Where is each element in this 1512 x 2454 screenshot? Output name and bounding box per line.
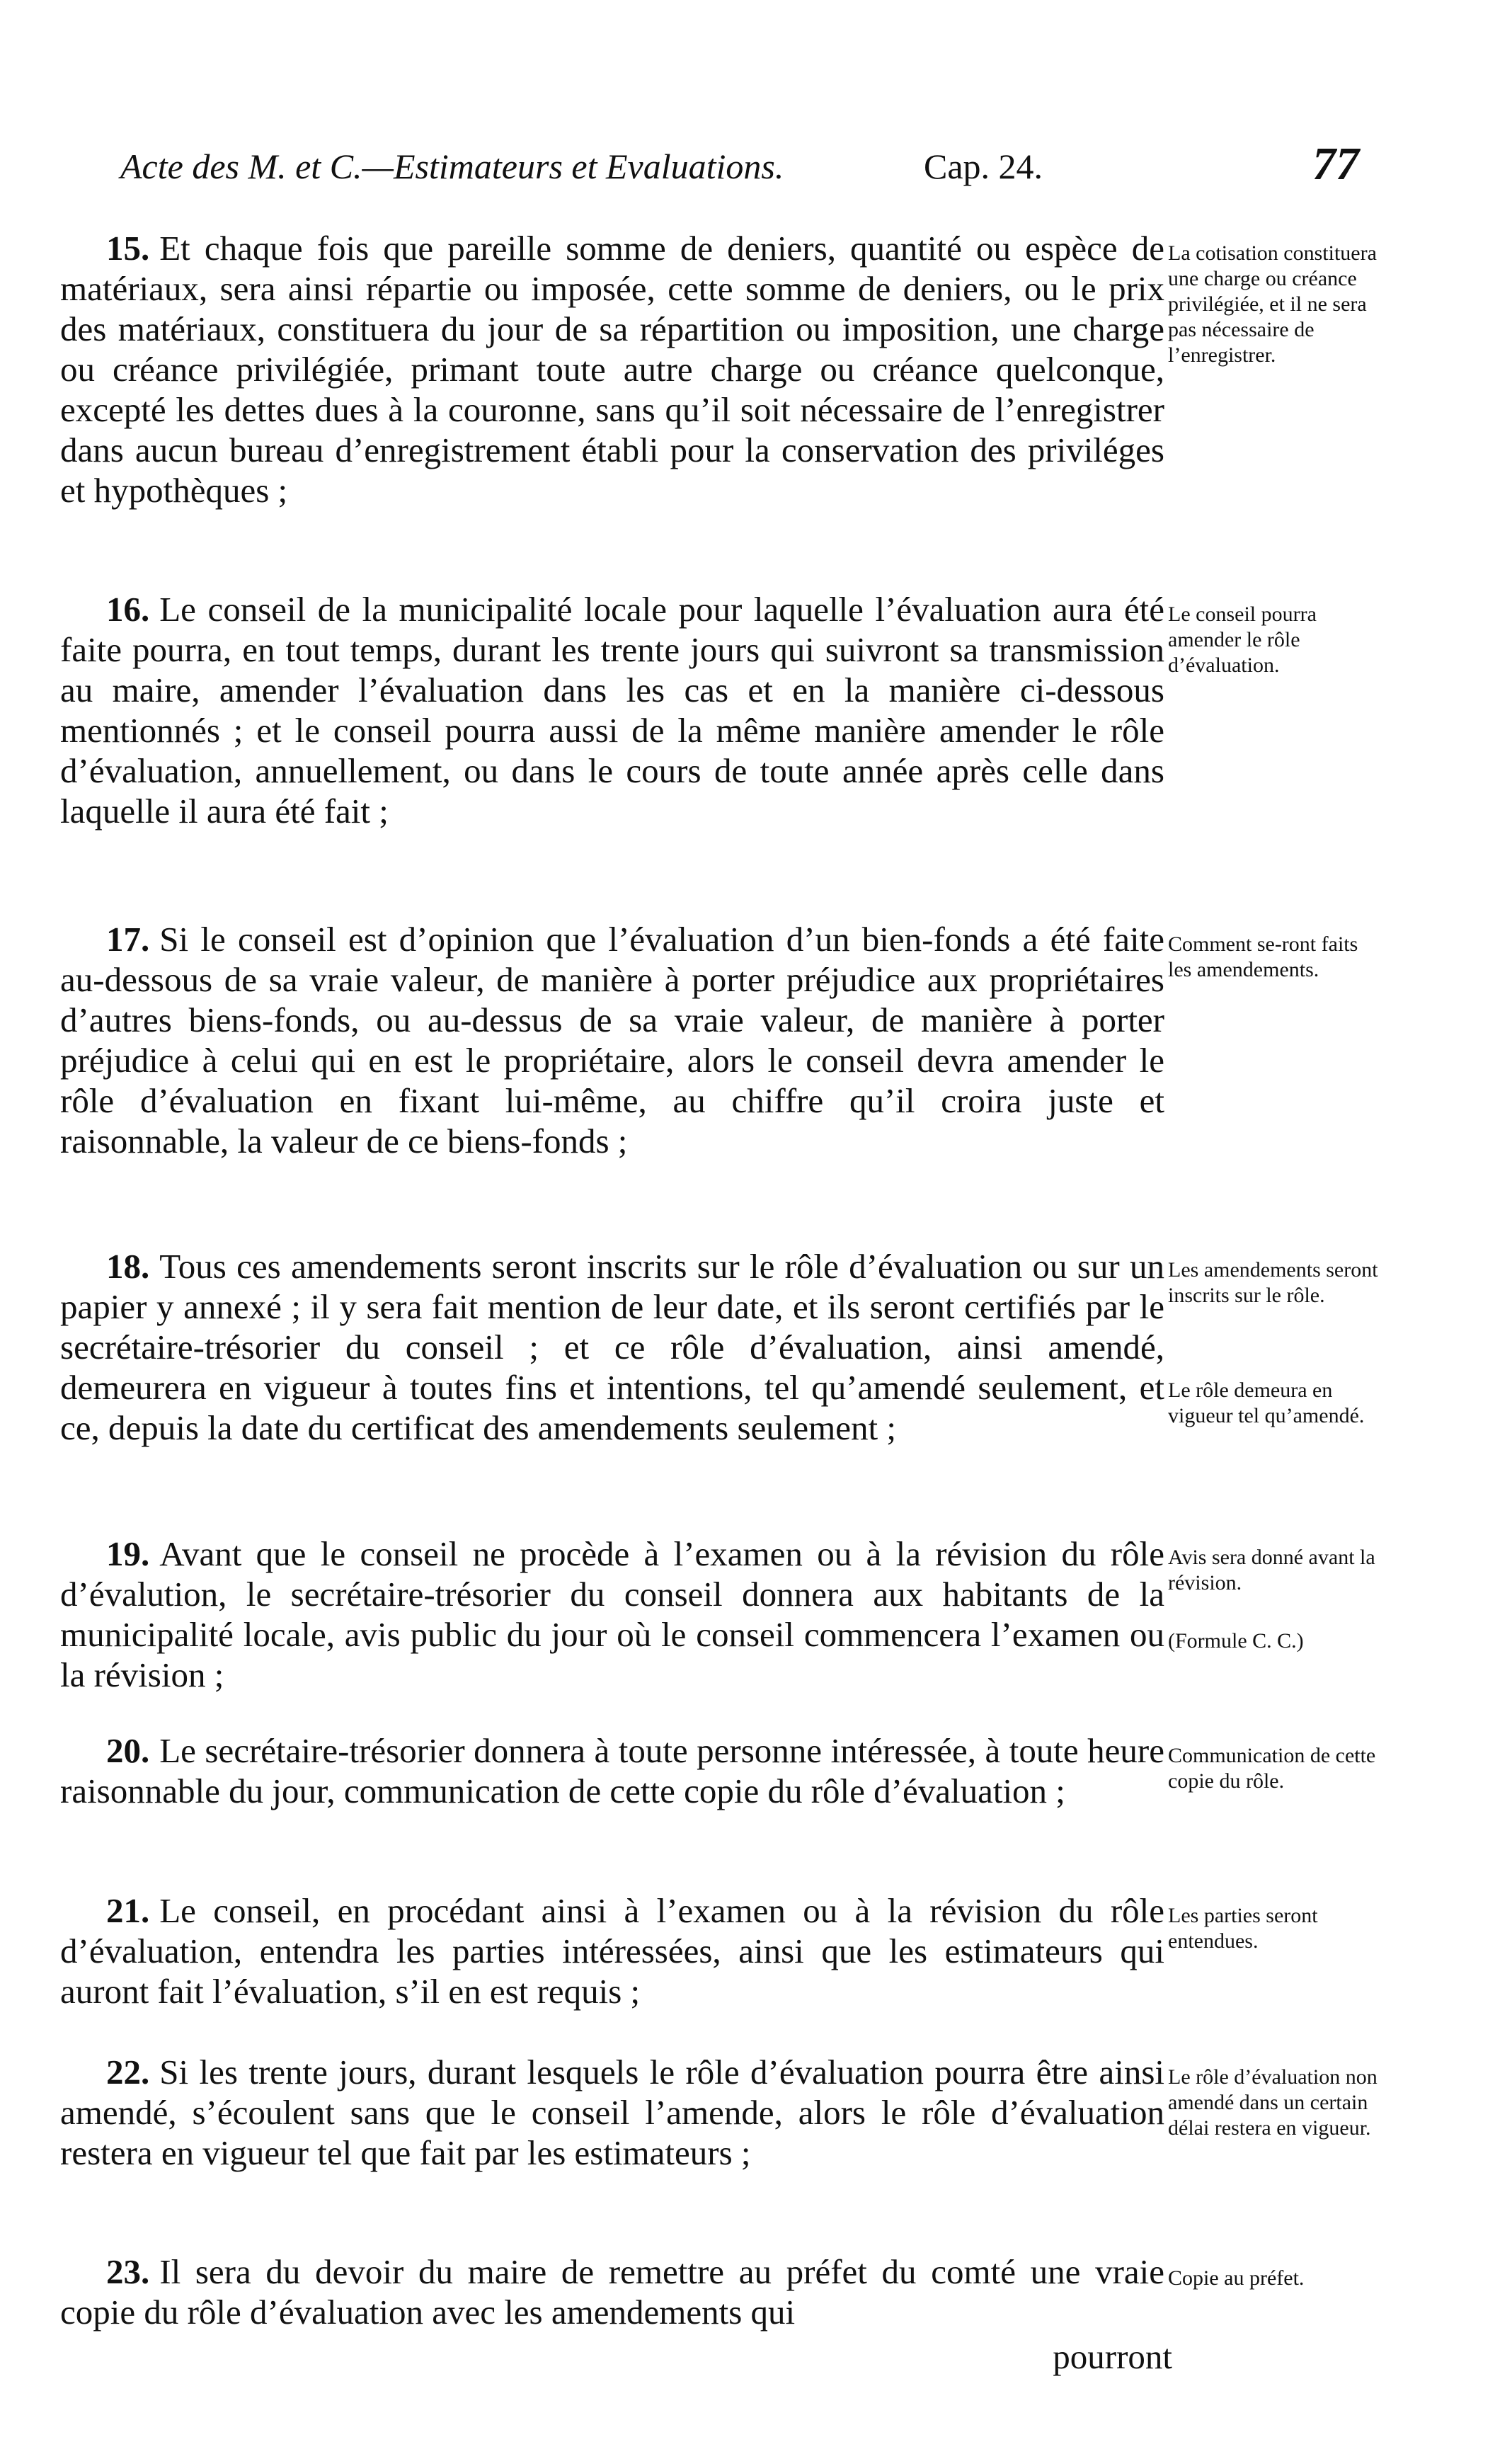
margin-note-19: Avis sera donné avant la révision.: [1168, 1546, 1375, 1594]
margin-note-21: Les parties seront entendues.: [1168, 1904, 1318, 1953]
page-number: 77: [1312, 138, 1359, 190]
margin-note-18: Les amendements seront inscrits sur le rôle.: [1168, 1258, 1378, 1307]
section-number: 19.: [106, 1534, 150, 1573]
section-number: 16.: [106, 590, 150, 629]
section-text: Tous ces amendements seront inscrits sur le rôle d’évaluation ou sur un papier y annexé ; il y sera fait mention de leur date, et ils seront certifiés par le secrétaire-trésorier du conseil ; et ce rôle d’évaluation, ainsi amendé, demeurera en vigueur à toutes fins et intentions, tel qu’amendé seulement, et ce, depuis la date du certificat des amendements seulement ;: [60, 1247, 1164, 1447]
margin-note-19b: (Formule C. C.): [1168, 1629, 1304, 1653]
section-number: 18.: [106, 1247, 150, 1286]
section-text: Le conseil de la municipalité locale pour laquelle l’évaluation aura été faite pourra, en tout temps, durant les trente jours qui suivront sa transmission au maire, amender l’évaluation dans les cas et en la manière ci-dessous mentionnés ; et le conseil pourra aussi de la même manière amender le rôle d’évaluation, annuellement, ou dans le cours de toute année après celle dans laquelle il aura été fait ;: [60, 590, 1164, 831]
section-21: [60, 1890, 1164, 2011]
section-text: Le secrétaire-trésorier donnera à toute personne intéressée, à toute heure raisonnable du jour, communication de cette copie du rôle d’évaluation ;: [60, 1731, 1164, 1810]
margin-note-16: Le conseil pourra amender le rôle d’évaluation.: [1168, 603, 1317, 677]
margin-note-20: Communication de cette copie du rôle.: [1168, 1744, 1376, 1793]
catchword: pourront: [1053, 2337, 1172, 2376]
running-header: [120, 138, 1359, 198]
margin-note-22: Le rôle d’évaluation non amendé dans un certain délai restera en vigueur.: [1168, 2065, 1378, 2140]
margin-note-18b: Le rôle demeura en vigueur tel qu’amendé.: [1168, 1379, 1365, 1427]
section-number: 21.: [106, 1891, 150, 1930]
section-17: [60, 919, 1164, 1161]
header-chapter: Cap. 24.: [924, 147, 1043, 186]
section-15: [60, 228, 1164, 510]
section-number: 23.: [106, 2252, 150, 2291]
section-number: 15.: [106, 229, 150, 268]
section-23: [60, 2252, 1164, 2332]
margin-note-23: Copie au préfet.: [1168, 2266, 1305, 2290]
section-number: 22.: [106, 2053, 150, 2091]
margin-note-15: La cotisation constituera une charge ou créance privilégiée, et il ne sera pas nécessaire de l’enregistrer.: [1168, 241, 1377, 367]
section-text: Avant que le conseil ne procède à l’examen ou à la révision du rôle d’évalution, le secrétaire-trésorier du conseil donnera aux habitants de la municipalité locale, avis public du jour où le conseil commencera l’examen ou la révision ;: [60, 1534, 1164, 1694]
section-19: [60, 1534, 1164, 1695]
section-20: [60, 1730, 1164, 1811]
section-text: Il sera du devoir du maire de remettre au préfet du comté une vraie copie du rôle d’évaluation avec les amendements qui: [60, 2252, 1164, 2332]
section-text: Si les trente jours, durant lesquels le rôle d’évaluation pourra être ainsi amendé, s’écoulent sans que le conseil l’amende, alors le rôle d’évaluation restera en vigueur tel que fait par les estimateurs ;: [60, 2053, 1164, 2172]
header-title: Acte des M. et C.—Estimateurs et Evaluations.: [120, 147, 784, 186]
margin-note-17: Comment se-ront faits les amendements.: [1168, 932, 1358, 981]
section-text: Si le conseil est d’opinion que l’évaluation d’un bien-fonds a été faite au-dessous de sa vraie valeur, de manière à porter préjudice aux propriétaires d’autres biens-fonds, ou au-dessus de sa vraie valeur, de manière à porter préjudice à celui qui en est le propriétaire, alors le conseil devra amender le rôle d’évaluation en fixant lui-même, au chiffre qu’il croira juste et raisonnable, la valeur de ce biens-fonds ;: [60, 920, 1164, 1160]
section-text: Le conseil, en procédant ainsi à l’examen ou à la révision du rôle d’évaluation, entendra les parties intéressées, ainsi que les estimateurs qui auront fait l’évaluation, s’il en est requis ;: [60, 1891, 1164, 2011]
section-text: Et chaque fois que pareille somme de deniers, quantité ou espèce de matériaux, sera ainsi répartie ou imposée, cette somme de deniers, ou le prix des matériaux, constituera du jour de sa répartition ou imposition, une charge ou créance privilégiée, primant toute autre charge ou créance quelconque, excepté les dettes dues à la couronne, sans qu’il soit nécessaire de l’enregistrer dans aucun bureau d’enregistrement établi pour la conservation des priviléges et hypothèques ;: [60, 229, 1164, 510]
section-18: [60, 1246, 1164, 1448]
section-number: 20.: [106, 1731, 150, 1770]
section-number: 17.: [106, 920, 150, 959]
section-22: [60, 2052, 1164, 2173]
section-16: [60, 589, 1164, 831]
